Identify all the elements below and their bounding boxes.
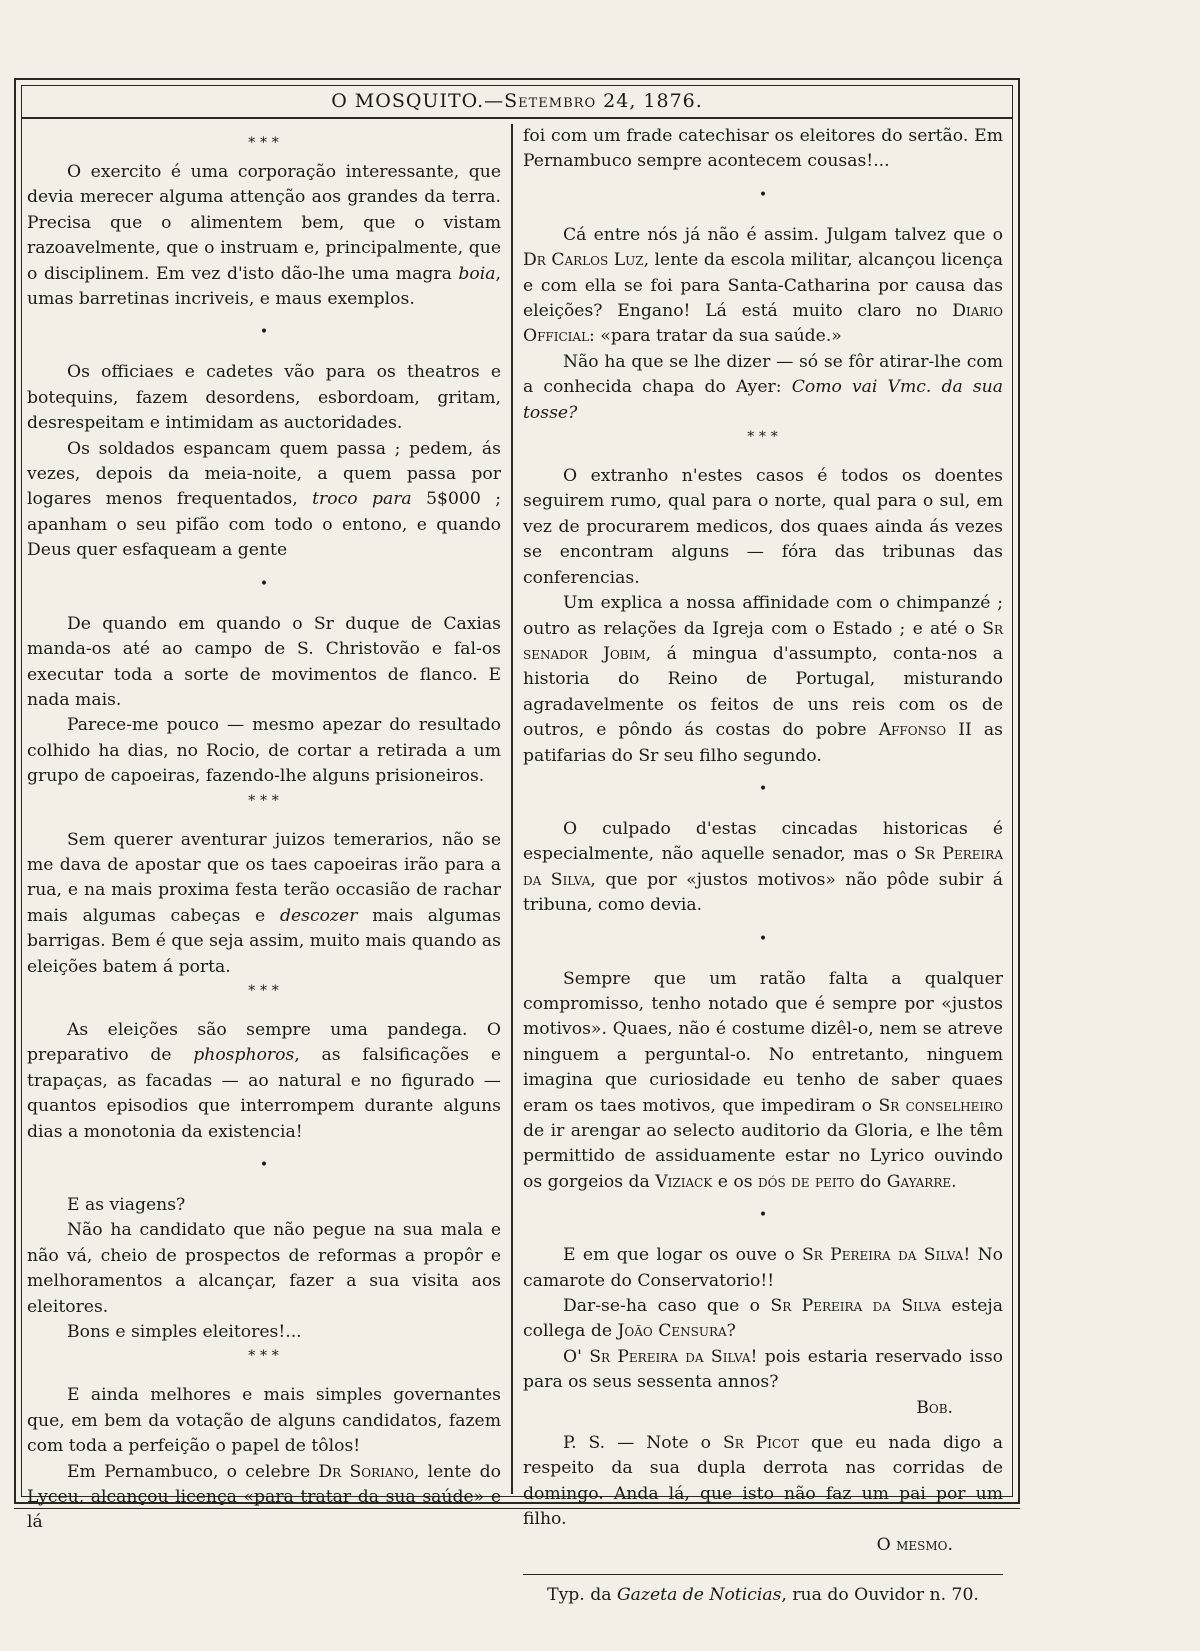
paragraph: Um explica a nossa affinidade com o chimpanzé ; outro as relações da Igreja com o Estado ; e até o Sr senador Jobim, á mingua d'assumpto, conta-nos a historia do Reino de Portugal, misturando agradavelmente os feitos de uns reis com os de outros, e pôndo ás costas do pobre Affonso II as patifarias do Sr seu filho segundo. xyxy=(523,593,1003,766)
asterism-ornament: * * * xyxy=(248,1348,280,1365)
dot-ornament: • xyxy=(259,575,269,592)
paragraph: Parece-me pouco — mesmo apezar do resultado colhido ha dias, no Rocio, de cortar a retirada a um grupo de capoeiras, fazendo-lhe alguns prisioneiros. xyxy=(27,715,501,787)
paragraph: O culpado d'estas cincadas historicas é especialmente, não aquelle senador, mas o Sr Pereira da Silva, que por «justos motivos» não pôde subir á tribuna, como devia. xyxy=(523,818,1003,916)
dot-ornament: • xyxy=(758,186,768,203)
masthead: O MOSQUITO. xyxy=(331,90,485,112)
paragraph: O exercito é uma corporação interessante, que devia merecer alguma attenção aos grandes da terra. Precisa que o alimentem bem, que o vistam razoavelmente, que o instruam e, principalmente, que o disciplinem. Em vez d'isto dão-lhe uma magra boia, umas barretinas incriveis, e maus exemplos. xyxy=(27,162,501,310)
asterism-ornament: * * * xyxy=(747,429,779,446)
paragraph: E em que logar os ouve o Sr Pereira da Silva! No camarote do Conservatorio!! xyxy=(523,1245,1003,1291)
paragraph: Em Pernambuco, o celebre Dr Soriano, lente do Lyceu, alcançou licença «para tratar da sua saúde» e lá xyxy=(27,1461,502,1533)
signature: O mesmo. xyxy=(876,1534,953,1555)
divider xyxy=(523,1574,1003,1575)
paragraph: De quando em quando o Sr duque de Caxias manda-os até ao campo de S. Christovão e fal-os executar toda a sorte de movimentos de flanco. E nada mais. xyxy=(27,613,501,710)
signature: Bob. xyxy=(916,1397,953,1418)
asterism-ornament: * * * xyxy=(248,982,280,999)
paragraph: Dar-se-ha caso que o Sr Pereira da Silva esteja collega de João Censura? xyxy=(523,1296,1003,1342)
paragraph: Não ha candidato que não pegue na sua mala e não vá, cheio de prospectos de reformas a propôr e melhoramentos a alcançar, fazer a sua visita aos eleitores. xyxy=(27,1220,501,1317)
asterism-ornament: * * * xyxy=(248,792,280,809)
asterism-ornament: * * * xyxy=(248,135,280,151)
paragraph: O extranho n'estes casos é todos os doentes seguirem rumo, qual para o norte, qual para o sul, em vez de procurarem medicos, dos quaes ainda ás vezes se encontram alguns — fóra das tribunas das conferencias. xyxy=(523,466,1003,588)
paragraph: Os soldados espancam quem passa ; pedem, ás vezes, depois da meia-noite, a quem passa por logares menos frequentados, troco para 5$000 ; apanham o seu pifão com todo o entono, e quando Deus quer esfaqueam a gente xyxy=(27,438,501,561)
paragraph: As eleições são sempre uma pandega. O preparativo de phosphoros, as falsificações e trapaças, as facadas — ao natural e no figurado — quantos episodios que interrompem durante alguns dias a monotonia da existencia! xyxy=(27,1019,502,1142)
paragraph: Os officiaes e cadetes vão para os theatros e botequins, fazem desordens, esbordoam, gritam, desrespeitam e intimidam as auctoridades. xyxy=(27,362,501,434)
paragraph: E as viagens? xyxy=(67,1195,186,1215)
right-column xyxy=(513,124,1011,1606)
dot-ornament: • xyxy=(259,1157,269,1173)
paragraph: Cá entre nós já não é assim. Julgam talvez que o Dr Carlos Luz, lente da escola militar, alcançou licença e com ella se foi para Santa-Catharina por causa das eleições? Engano! Lá está muito claro no Diario Official: «para tratar da sua saúde.» xyxy=(523,224,1004,347)
left-column xyxy=(21,124,513,1533)
paragraph: Bons e simples eleitores!... xyxy=(67,1322,302,1343)
paragraph: Não ha que se lhe dizer — só se fôr atirar-lhe com a conhecida chapa do Ayer: Como vai Vmc. da sua tosse? xyxy=(523,351,1004,423)
paragraph: foi com um frade catechisar os eleitores do sertão. Em Pernambuco sempre acontecem cousas!... xyxy=(523,126,1003,172)
dot-ornament: • xyxy=(758,1207,768,1224)
dot-ornament: • xyxy=(758,930,768,947)
paragraph: E ainda melhores e mais simples governantes que, em bem da votação de alguns candidatos, fazem com toda a perfeição o papel de tôlos! xyxy=(27,1385,501,1457)
bottom-rule xyxy=(14,1508,1020,1509)
paragraph: O' Sr Pereira da Silva! pois estaria reservado isso para os seus sessenta annos? xyxy=(523,1346,1003,1393)
paragraph: Sem querer aventurar juizos temerarios, não se me dava de apostar que os taes capoeiras irão para a rua, e na mais proxima festa terão occasião de rachar mais algumas cabeças e descozer mais algumas barrigas. Bem é que seja assim, muito mais quando as eleições batem á porta. xyxy=(27,829,501,977)
header-dash: — xyxy=(484,90,505,112)
paragraph: P. S. — Note o Sr Picot que eu nada digo a respeito da sua dupla derrota nas corridas de domingo. Anda lá, que isto não faz um pai por um filho. xyxy=(523,1433,1003,1530)
page-frame xyxy=(14,78,1020,1606)
header-date: 24, 1876. xyxy=(603,90,703,112)
page-header xyxy=(21,85,1013,119)
printer-imprint: Typ. da Gazeta de Noticias, rua do Ouvidor n. 70. xyxy=(547,1585,979,1606)
header-month: Setembro xyxy=(504,90,597,112)
paragraph: Sempre que um ratão falta a qualquer compromisso, tenho notado que é sempre por «justos motivos». Quaes, não é costume dizêl-o, nem se atreve ninguem a perguntal-o. No entretanto, ninguem imagina que curiosidade eu tenho de saber quaes eram os taes motivos, que impediram o Sr conselheiro de ir arengar ao selecto auditorio da Gloria, e lhe têm permittido de assiduamente estar no Lyrico ouvindo os gorgeios da Viziack e os dós de peito do Gayarre. xyxy=(523,968,1003,1192)
dot-ornament: • xyxy=(758,780,768,797)
dot-ornament: • xyxy=(259,324,269,341)
